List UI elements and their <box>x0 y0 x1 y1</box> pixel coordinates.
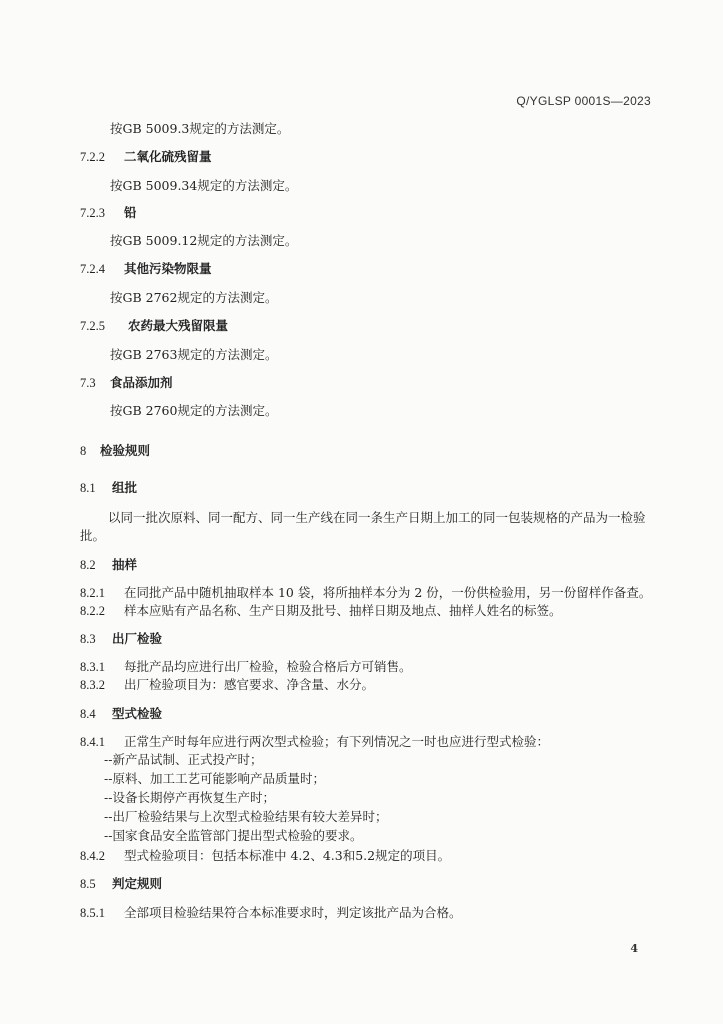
section-title: 食品添加剂 <box>110 375 173 390</box>
list-item: --出厂检验结果与上次型式检验结果有较大差异时； <box>104 809 388 824</box>
clause-8-3-2 <box>80 677 374 693</box>
clause-text: 在同批产品中随机抽取样本 10 袋，将所抽样本分为 2 份，一份供检验用，另一份留样作备查。 <box>124 585 652 600</box>
section-title: 铅 <box>124 205 137 220</box>
section-heading-8 <box>80 443 150 459</box>
section-title: 抽样 <box>112 557 138 572</box>
clause-text: 型式检验项目：包括本标准中 4.2、4.3和5.2规定的项目。 <box>124 848 451 863</box>
paragraph-text: 按GB 2763规定的方法测定。 <box>110 347 278 362</box>
page-number: 4 <box>630 942 638 955</box>
section-title: 出厂检验 <box>112 631 163 646</box>
section-title: 其他污染物限量 <box>124 261 212 276</box>
clause-number: 8.4.2 <box>80 849 105 863</box>
section-heading-8-4 <box>80 706 162 722</box>
clause-8-4-1 <box>80 734 549 750</box>
clause-number: 8.2.1 <box>80 586 105 600</box>
section-number: 8.2 <box>80 558 96 572</box>
section-heading-8-2 <box>80 557 137 573</box>
clause-number: 8.3.2 <box>80 678 105 692</box>
clause-8-2-2 <box>80 603 562 619</box>
section-title: 判定规则 <box>112 876 163 891</box>
list-item: --设备长期停产再恢复生产时； <box>104 790 275 805</box>
section-title: 检验规则 <box>100 443 151 458</box>
clause-number: 8.3.1 <box>80 660 105 674</box>
paragraph-text: 按GB 5009.12规定的方法测定。 <box>110 233 298 248</box>
section-heading-7-2-3 <box>80 205 137 221</box>
paragraph-text: 以同一批次原料、同一配方、同一生产线在同一条生产日期上加工的同一包装规格的产品为一检验 <box>108 510 646 525</box>
section-heading-7-3 <box>80 375 173 391</box>
paragraph-text: 按GB 5009.3规定的方法测定。 <box>110 121 290 136</box>
section-title: 型式检验 <box>112 706 163 721</box>
clause-text: 全部项目检验结果符合本标准要求时，判定该批产品为合格。 <box>124 905 462 920</box>
section-heading-7-2-5 <box>80 318 228 334</box>
section-number: 8.5 <box>80 877 96 891</box>
clause-number: 8.4.1 <box>80 735 105 749</box>
section-number: 8.3 <box>80 632 96 646</box>
section-number: 8.1 <box>80 481 96 495</box>
standard-code: Q/YGLSP 0001S—2023 <box>516 94 651 108</box>
list-item: --原料、加工工艺可能影响产品质量时； <box>104 771 325 786</box>
clause-8-2-1 <box>80 585 651 601</box>
clause-text: 每批产品均应进行出厂检验，检验合格后方可销售。 <box>124 659 412 674</box>
section-heading-7-2-4 <box>80 261 212 277</box>
section-title: 二氧化硫残留量 <box>124 149 212 164</box>
section-heading-8-1 <box>80 480 137 496</box>
clause-text: 出厂检验项目为：感官要求、净含量、水分。 <box>124 677 375 692</box>
clause-text: 样本应贴有产品名称、生产日期及批号、抽样日期及地点、抽样人姓名的标签。 <box>124 603 562 618</box>
section-number: 8.4 <box>80 707 96 721</box>
clause-number: 8.2.2 <box>80 604 105 618</box>
paragraph-text: 按GB 2762规定的方法测定。 <box>110 290 278 305</box>
clause-number: 8.5.1 <box>80 906 105 920</box>
section-number: 7.2.3 <box>80 206 105 220</box>
section-number: 7.2.4 <box>80 262 105 276</box>
clause-text: 正常生产时每年应进行两次型式检验；有下列情况之一时也应进行型式检验： <box>124 734 550 749</box>
section-number: 7.3 <box>80 376 96 390</box>
section-heading-8-3 <box>80 631 162 647</box>
section-number: 8 <box>80 444 87 458</box>
paragraph-text: 按GB 2760规定的方法测定。 <box>110 403 278 418</box>
section-title: 农药最大残留限量 <box>128 318 229 333</box>
clause-8-4-2 <box>80 848 450 864</box>
paragraph-text-continued: 批。 <box>80 528 106 543</box>
section-heading-8-5 <box>80 876 162 892</box>
section-number: 7.2.2 <box>80 150 105 164</box>
section-title: 组批 <box>112 480 138 495</box>
section-number: 7.2.5 <box>80 319 105 333</box>
clause-8-3-1 <box>80 659 412 675</box>
list-item: --国家食品安全监管部门提出型式检验的要求。 <box>104 828 363 843</box>
paragraph-text: 按GB 5009.34规定的方法测定。 <box>110 178 298 193</box>
clause-8-5-1 <box>80 905 462 921</box>
section-heading-7-2-2 <box>80 149 212 165</box>
list-item: --新产品试制、正式投产时； <box>104 752 263 767</box>
